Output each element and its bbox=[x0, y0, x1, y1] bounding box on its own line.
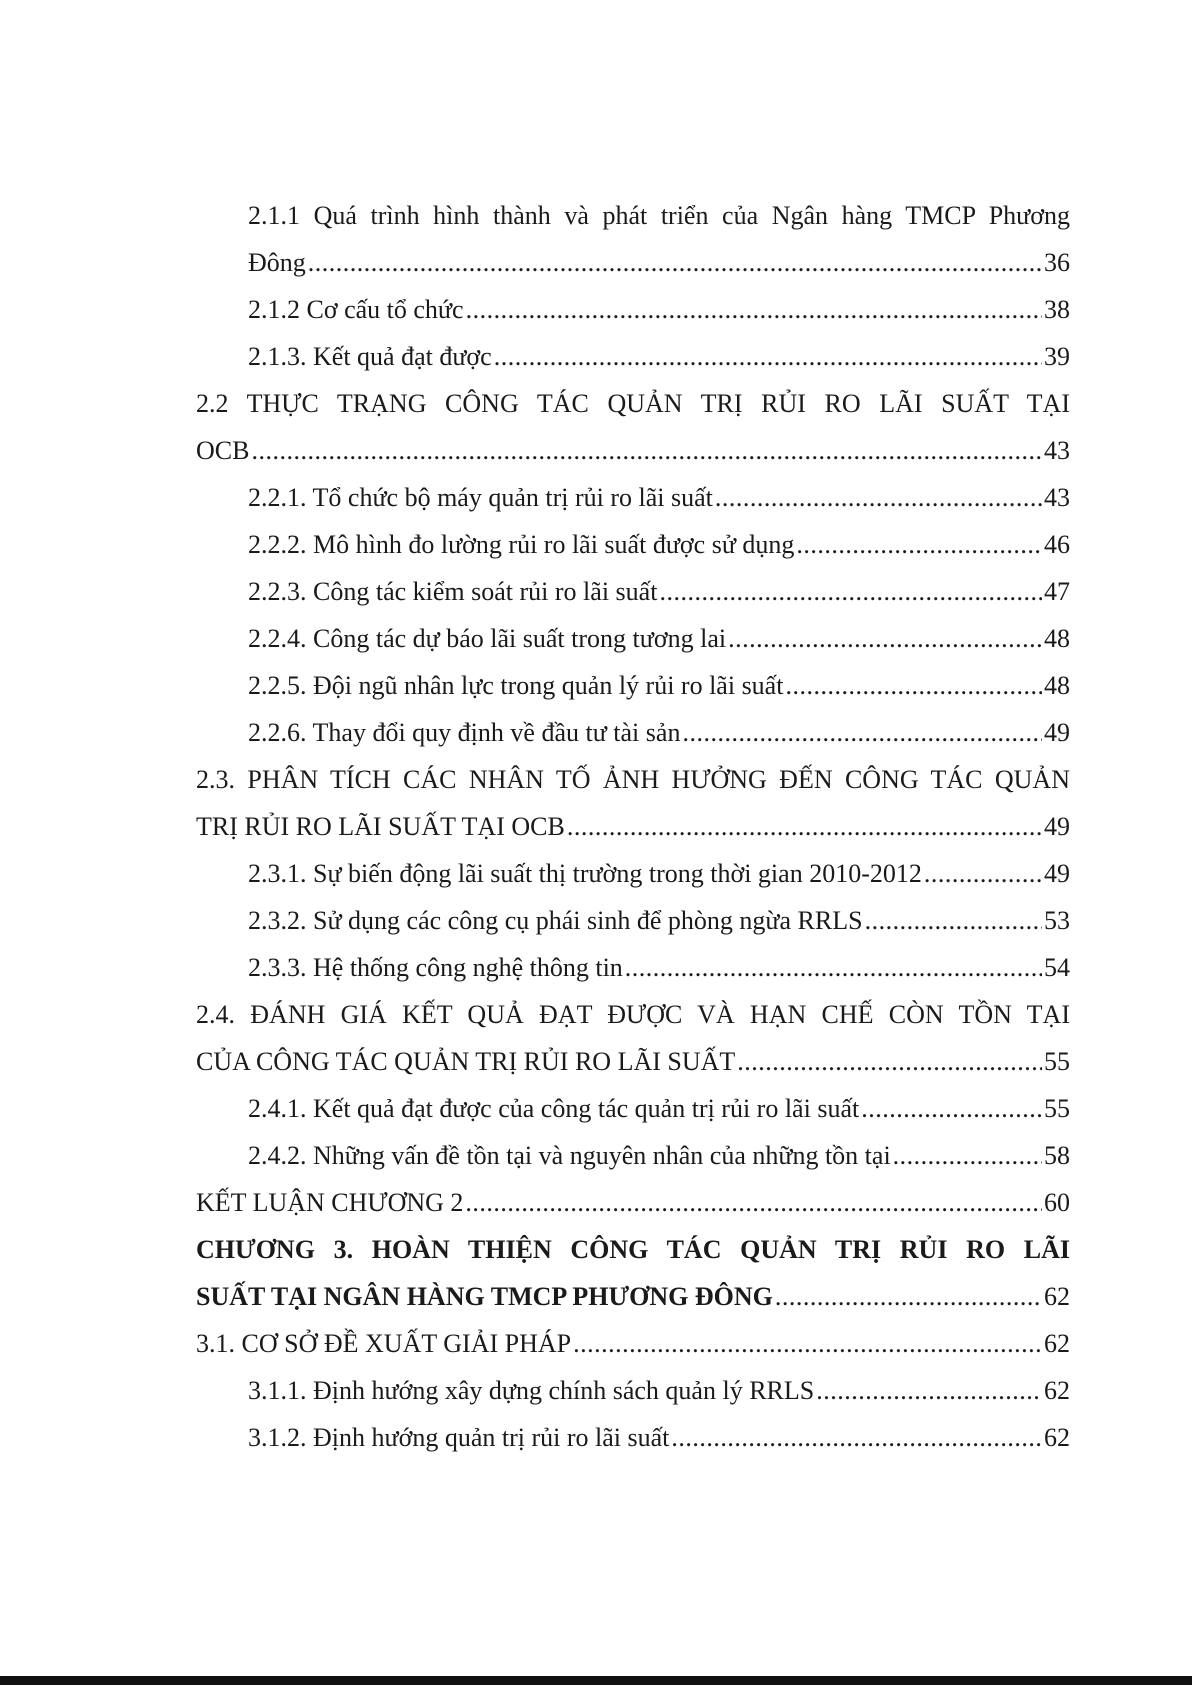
toc-page-number: 62 bbox=[1044, 1282, 1070, 1311]
toc-entry[interactable] bbox=[196, 1414, 1070, 1461]
toc-entry[interactable] bbox=[196, 1038, 1070, 1085]
toc-entry-title: 2.1.2 Cơ cấu tổ chức bbox=[248, 295, 464, 324]
toc-dot-leader bbox=[671, 1414, 1042, 1461]
toc-page-number: 47 bbox=[1044, 577, 1070, 606]
toc-page-number: 43 bbox=[1044, 483, 1070, 512]
toc-page-number: 54 bbox=[1044, 953, 1070, 982]
toc-dot-leader bbox=[466, 286, 1042, 333]
toc-entry[interactable] bbox=[196, 1367, 1070, 1414]
toc-page-number: 48 bbox=[1044, 671, 1070, 700]
toc-entry-title: 3.1.1. Định hướng xây dựng chính sách quản lý RRLS bbox=[248, 1376, 815, 1405]
toc-page-number: 55 bbox=[1044, 1094, 1070, 1123]
toc-entry[interactable] bbox=[196, 850, 1070, 897]
toc-page-number: 62 bbox=[1044, 1423, 1070, 1452]
toc-page-number: 53 bbox=[1044, 906, 1070, 935]
toc-page-number: 62 bbox=[1044, 1376, 1070, 1405]
toc-dot-leader bbox=[796, 521, 1042, 568]
toc-entry[interactable] bbox=[196, 1132, 1070, 1179]
toc-entry[interactable] bbox=[196, 474, 1070, 521]
toc-page-number: 49 bbox=[1044, 718, 1070, 747]
toc-entry-title: 2.2.5. Đội ngũ nhân lực trong quản lý rủi ro lãi suất bbox=[248, 671, 784, 700]
toc-entry[interactable] bbox=[196, 568, 1070, 615]
toc-entry-title: 2.1.3. Kết quả đạt được bbox=[248, 342, 492, 371]
toc-page-number: 48 bbox=[1044, 624, 1070, 653]
toc-page-number: 55 bbox=[1044, 1047, 1070, 1076]
toc-entry-title: 2.4.2. Những vấn đề tồn tại và nguyên nhân của những tồn tại bbox=[248, 1141, 891, 1170]
toc-entry[interactable] bbox=[196, 1320, 1070, 1367]
toc-entry-title: 3.1. CƠ SỞ ĐỀ XUẤT GIẢI PHÁP bbox=[196, 1329, 572, 1358]
toc-entry[interactable] bbox=[196, 427, 1070, 474]
toc-entry-title: CỦA CÔNG TÁC QUẢN TRỊ RỦI RO LÃI SUẤT bbox=[196, 1047, 736, 1076]
toc-entry-wrap-line: 2.2 THỰC TRẠNG CÔNG TÁC QUẢN TRỊ RỦI RO LÃI SUẤT TẠI bbox=[196, 389, 1070, 418]
toc-page-number: 49 bbox=[1044, 812, 1070, 841]
toc-entry[interactable] bbox=[196, 897, 1070, 944]
toc-dot-leader bbox=[816, 1367, 1042, 1414]
toc-entry-title: KẾT LUẬN CHƯƠNG 2 bbox=[196, 1188, 464, 1217]
toc-entry-title: 2.2.3. Công tác kiểm soát rủi ro lãi suất bbox=[248, 577, 658, 606]
toc-dot-leader bbox=[567, 803, 1042, 850]
toc-page-number: 43 bbox=[1044, 436, 1070, 465]
toc-entry-wrap-line: 2.4. ĐÁNH GIÁ KẾT QUẢ ĐẠT ĐƯỢC VÀ HẠN CHẾ CÒN TỒN TẠI bbox=[196, 1000, 1070, 1029]
toc-dot-leader bbox=[775, 1273, 1042, 1320]
toc-entry[interactable] bbox=[196, 521, 1070, 568]
toc-entry-wrap-line: CHƯƠNG 3. HOÀN THIỆN CÔNG TÁC QUẢN TRỊ RỦI RO LÃI bbox=[196, 1235, 1070, 1264]
toc-dot-leader bbox=[465, 1179, 1042, 1226]
toc-entry-title: 3.1.2. Định hướng quản trị rủi ro lãi suất bbox=[248, 1423, 670, 1452]
toc-dot-leader bbox=[728, 615, 1042, 662]
toc-entry[interactable] bbox=[196, 1085, 1070, 1132]
toc-entry-title: 2.3.1. Sự biến động lãi suất thị trường trong thời gian 2010-2012 bbox=[248, 859, 922, 888]
toc-entry[interactable] bbox=[196, 1273, 1070, 1320]
page-bottom-border bbox=[0, 1676, 1192, 1685]
toc-page-number: 58 bbox=[1044, 1141, 1070, 1170]
toc-entry-wrap-line: 2.1.1 Quá trình hình thành và phát triển của Ngân hàng TMCP Phương bbox=[248, 201, 1070, 230]
toc-dot-leader bbox=[659, 568, 1042, 615]
toc-entry[interactable] bbox=[196, 239, 1070, 286]
toc-page-number: 60 bbox=[1044, 1188, 1070, 1217]
toc-entry[interactable] bbox=[196, 333, 1070, 380]
toc-entry-title: 2.4.1. Kết quả đạt được của công tác quản trị rủi ro lãi suất bbox=[248, 1094, 860, 1123]
toc-dot-leader bbox=[785, 662, 1042, 709]
toc-entry-title: 2.3.2. Sử dụng các công cụ phái sinh để phòng ngừa RRLS bbox=[248, 906, 863, 935]
toc-page-number: 46 bbox=[1044, 530, 1070, 559]
toc-entry-title: Đông bbox=[248, 248, 306, 277]
toc-entry[interactable] bbox=[196, 286, 1070, 333]
toc-dot-leader bbox=[494, 333, 1042, 380]
toc-dot-leader bbox=[737, 1038, 1042, 1085]
toc-dot-leader bbox=[861, 1085, 1042, 1132]
toc-page-number: 39 bbox=[1044, 342, 1070, 371]
toc-entry-wrap-line: 2.3. PHÂN TÍCH CÁC NHÂN TỐ ẢNH HƯỞNG ĐẾN CÔNG TÁC QUẢN bbox=[196, 765, 1070, 794]
toc-page-number: 49 bbox=[1044, 859, 1070, 888]
toc-entry-title: 2.2.2. Mô hình đo lường rủi ro lãi suất được sử dụng bbox=[248, 530, 795, 559]
toc-entry-title: 2.3.3. Hệ thống công nghệ thông tin bbox=[248, 953, 623, 982]
toc-entry-title: 2.2.4. Công tác dự báo lãi suất trong tương lai bbox=[248, 624, 727, 653]
toc-page-number: 62 bbox=[1044, 1329, 1070, 1358]
toc-dot-leader bbox=[625, 944, 1042, 991]
toc-dot-leader bbox=[251, 427, 1042, 474]
toc-page-number: 36 bbox=[1044, 248, 1070, 277]
toc-dot-leader bbox=[715, 474, 1042, 521]
toc-entry[interactable] bbox=[196, 803, 1070, 850]
toc-entry[interactable] bbox=[196, 1179, 1070, 1226]
toc-entry-title: TRỊ RỦI RO LÃI SUẤT TẠI OCB bbox=[196, 812, 565, 841]
toc-dot-leader bbox=[682, 709, 1042, 756]
toc-entry[interactable] bbox=[196, 944, 1070, 991]
toc-dot-leader bbox=[865, 897, 1042, 944]
toc-dot-leader bbox=[573, 1320, 1042, 1367]
toc-entry-title: 2.2.6. Thay đổi quy định về đầu tư tài sản bbox=[248, 718, 681, 747]
toc-entry-title: OCB bbox=[196, 436, 250, 465]
toc-dot-leader bbox=[308, 239, 1042, 286]
toc-dot-leader bbox=[924, 850, 1042, 897]
toc-entry[interactable] bbox=[196, 615, 1070, 662]
toc-entry[interactable] bbox=[196, 709, 1070, 756]
toc-page-number: 38 bbox=[1044, 295, 1070, 324]
toc-entry-title: SUẤT TẠI NGÂN HÀNG TMCP PHƯƠNG ĐÔNG bbox=[196, 1282, 773, 1311]
table-of-contents bbox=[196, 192, 1070, 1461]
toc-entry[interactable] bbox=[196, 662, 1070, 709]
toc-entry-title: 2.2.1. Tổ chức bộ máy quản trị rủi ro lãi suất bbox=[248, 483, 713, 512]
toc-dot-leader bbox=[893, 1132, 1042, 1179]
